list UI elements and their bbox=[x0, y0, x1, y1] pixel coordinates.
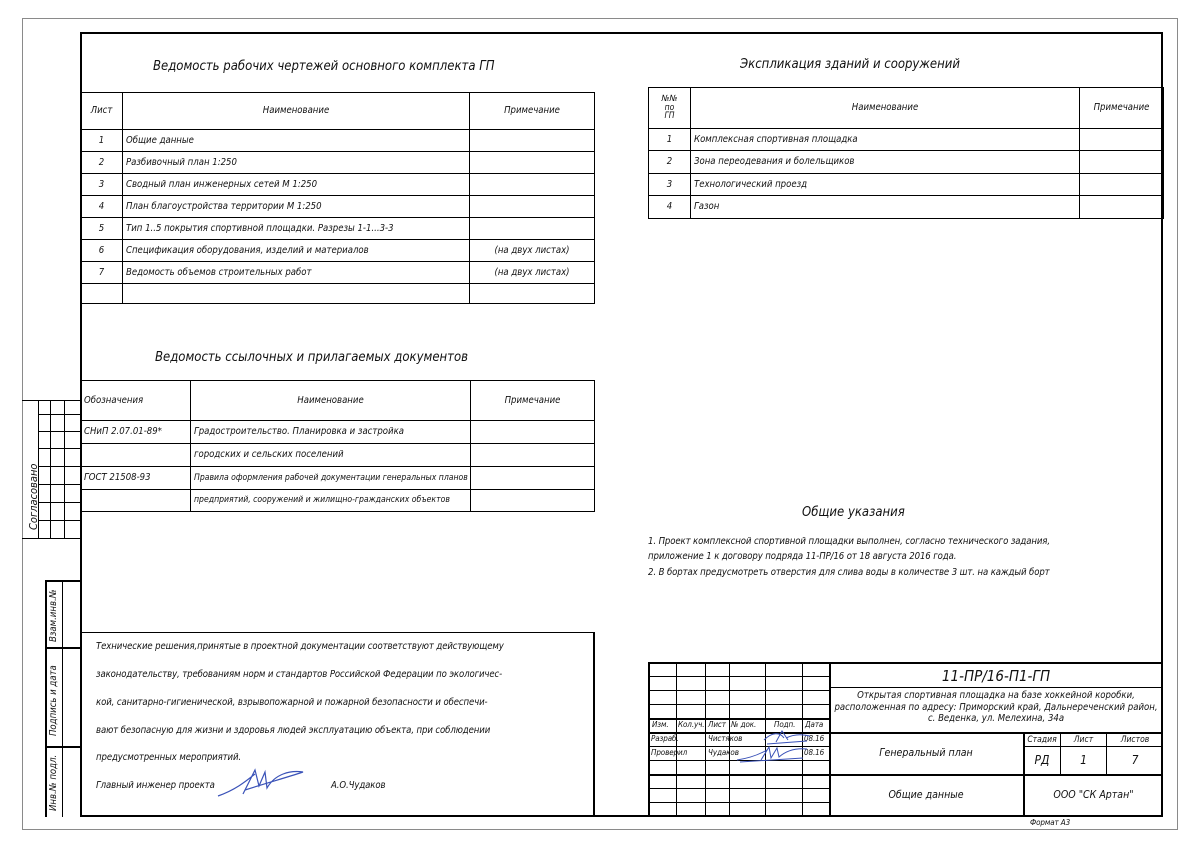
building-name: Комплексная спортивная площадка bbox=[691, 129, 1080, 151]
col-header-name: Наименование bbox=[191, 381, 471, 421]
stage-value: РД bbox=[1034, 753, 1050, 767]
building-num: 2 bbox=[649, 151, 691, 174]
checker-date: 08.16 bbox=[804, 748, 825, 757]
table-row bbox=[81, 196, 595, 218]
sheet-number: 3 bbox=[81, 174, 123, 196]
table-row bbox=[649, 196, 1164, 219]
general-notes-title: Общие указания bbox=[802, 505, 905, 520]
table-row bbox=[649, 129, 1164, 151]
col-header-sheet: Лист bbox=[81, 93, 123, 130]
sheet-note bbox=[470, 130, 595, 152]
table-row bbox=[81, 284, 595, 304]
checker-signature bbox=[735, 744, 810, 764]
sheet-note: (на двух листах) bbox=[470, 262, 595, 284]
reference-docs-table bbox=[80, 380, 595, 512]
role-developer: Разраб. bbox=[651, 734, 679, 743]
project-name: Открытая спортивная площадка на базе хоккейной коробки, расположенная по адресу: Приморский край, Дальнереченский район, с. Веденка, ул. Мелехина, 34а bbox=[834, 690, 1158, 724]
col-header-change: Изм. bbox=[652, 720, 669, 729]
sheets-label: Листов bbox=[1120, 735, 1150, 745]
building-num: 4 bbox=[649, 196, 691, 219]
format-label: Формат А3 bbox=[1030, 818, 1071, 827]
col-header-note: Примечание bbox=[471, 381, 595, 421]
chief-engineer-name: А.О.Чудаков bbox=[331, 780, 386, 791]
col-header-name: Наименование bbox=[691, 88, 1080, 129]
sheet-note bbox=[470, 196, 595, 218]
sheet-title: Общие данные bbox=[888, 789, 964, 801]
doc-code: 11-ПР/16-П1-ГП bbox=[941, 667, 1051, 685]
col-header-count: Кол.уч. bbox=[678, 720, 705, 729]
doc-code: ГОСТ 21508-93 bbox=[81, 467, 191, 490]
doc-name: Градостроительство. Планировка и застройка bbox=[191, 421, 471, 444]
building-num: 3 bbox=[649, 174, 691, 196]
table-row bbox=[649, 151, 1164, 174]
sheet-label: Лист bbox=[1073, 735, 1094, 745]
agreed-label: Согласовано bbox=[27, 463, 40, 530]
sheets-value: 7 bbox=[1131, 753, 1139, 767]
col-header-code: Обозначения bbox=[81, 381, 191, 421]
table-row bbox=[649, 174, 1164, 196]
num-header-text: №№ по ГП bbox=[661, 93, 678, 122]
explication-table bbox=[648, 87, 1164, 219]
sheet-name: Ведомость объемов строительных работ bbox=[123, 262, 470, 284]
section-name: Генеральный план bbox=[879, 747, 973, 759]
building-name: Газон bbox=[691, 196, 1080, 219]
col-header-sheet: Лист bbox=[708, 720, 726, 729]
role-checker: Проверил bbox=[651, 748, 688, 757]
building-name: Зона переодевания и болельщиков bbox=[691, 151, 1080, 174]
general-note-line: 1. Проект комплексной спортивной площадки выполнен, согласно технического задания, bbox=[648, 536, 1050, 547]
sheet-number: 1 bbox=[81, 130, 123, 152]
general-note-line: приложение 1 к договору подряда 11-ПР/16 от 18 августа 2016 года. bbox=[648, 551, 957, 562]
sheet-name: План благоустройства территории М 1:250 bbox=[123, 196, 470, 218]
company-name: ООО "СК Артан" bbox=[1053, 789, 1134, 801]
sheet-number: 6 bbox=[81, 240, 123, 262]
table-row bbox=[81, 421, 595, 444]
sheet-name: Общие данные bbox=[123, 130, 470, 152]
col-header-num bbox=[649, 88, 691, 129]
sheet-number: 4 bbox=[81, 196, 123, 218]
stage-label: Стадия bbox=[1027, 735, 1057, 745]
table-row bbox=[81, 218, 595, 240]
statement-line: кой, санитарно-гигиенической, взрывопожарной и пожарной безопасности и обеспечи- bbox=[96, 697, 488, 708]
table-row bbox=[81, 174, 595, 196]
general-note-line: 2. В бортах предусмотреть отверстия для слива воды в количестве 3 шт. на каждый борт bbox=[648, 567, 1050, 578]
table-row bbox=[81, 130, 595, 152]
doc-name: предприятий, сооружений и жилищно-гражданских объектов bbox=[191, 490, 471, 512]
sheet-number: 5 bbox=[81, 218, 123, 240]
inv-original-label: Инв.№ подл. bbox=[48, 754, 59, 811]
statement-line: предусмотренных мероприятий. bbox=[96, 752, 242, 763]
doc-code: СНиП 2.07.01-89* bbox=[81, 421, 191, 444]
sheet-name: Спецификация оборудования, изделий и материалов bbox=[123, 240, 470, 262]
col-header-name: Наименование bbox=[123, 93, 470, 130]
sheet-note bbox=[470, 174, 595, 196]
sheet-note: (на двух листах) bbox=[470, 240, 595, 262]
explication-title: Экспликация зданий и сооружений bbox=[740, 57, 960, 72]
building-num: 1 bbox=[649, 129, 691, 151]
doc-code bbox=[81, 490, 191, 512]
col-header-signature: Подп. bbox=[774, 720, 796, 729]
developer-date: 08.16 bbox=[804, 734, 825, 743]
sheet-name: Сводный план инженерных сетей М 1:250 bbox=[123, 174, 470, 196]
sheet-note bbox=[470, 218, 595, 240]
table-row bbox=[81, 444, 595, 467]
sheet-number: 2 bbox=[81, 152, 123, 174]
sheet-name: Тип 1..5 покрытия спортивной площадки. Разрезы 1-1...3-3 bbox=[123, 218, 470, 240]
sheet-name: Разбивочный план 1:250 bbox=[123, 152, 470, 174]
drawings-list-title: Ведомость рабочих чертежей основного комплекта ГП bbox=[153, 59, 495, 74]
chief-engineer-label: Главный инженер проекта bbox=[96, 780, 215, 791]
substitute-inv-label: Взам.инв.№ bbox=[48, 589, 59, 642]
table-row bbox=[81, 467, 595, 490]
sheet-number: 7 bbox=[81, 262, 123, 284]
sheet-value: 1 bbox=[1080, 753, 1087, 767]
col-header-note: Примечание bbox=[470, 93, 595, 130]
col-header-note: Примечание bbox=[1080, 88, 1164, 129]
drawings-list-table bbox=[80, 92, 595, 304]
doc-name: Правила оформления рабочей документации генеральных планов bbox=[191, 467, 471, 490]
statement-line: вают безопасную для жизни и здоровья людей эксплуатацию объекта, при соблюдении bbox=[96, 725, 491, 736]
table-row bbox=[81, 262, 595, 284]
sheet-note bbox=[470, 152, 595, 174]
developer-name: Чистяков bbox=[708, 734, 743, 743]
col-header-doc: № док. bbox=[731, 720, 757, 729]
checker-name: Чудаков bbox=[708, 748, 739, 757]
reference-docs-title: Ведомость ссылочных и прилагаемых документов bbox=[155, 350, 469, 365]
table-row bbox=[81, 490, 595, 512]
table-row bbox=[81, 152, 595, 174]
statement-line: Технические решения,принятые в проектной документации соответствуют действующему bbox=[96, 641, 504, 652]
doc-name: городских и сельских поселений bbox=[191, 444, 471, 467]
doc-code bbox=[81, 444, 191, 467]
signature-date-label: Подпись и дата bbox=[48, 665, 59, 736]
col-header-date: Дата bbox=[805, 720, 824, 729]
building-name: Технологический проезд bbox=[691, 174, 1080, 196]
table-row bbox=[81, 240, 595, 262]
chief-engineer-signature bbox=[215, 764, 310, 800]
statement-line: законодательству, требованиям норм и стандартов Российской Федерации по экологичес- bbox=[96, 669, 503, 680]
